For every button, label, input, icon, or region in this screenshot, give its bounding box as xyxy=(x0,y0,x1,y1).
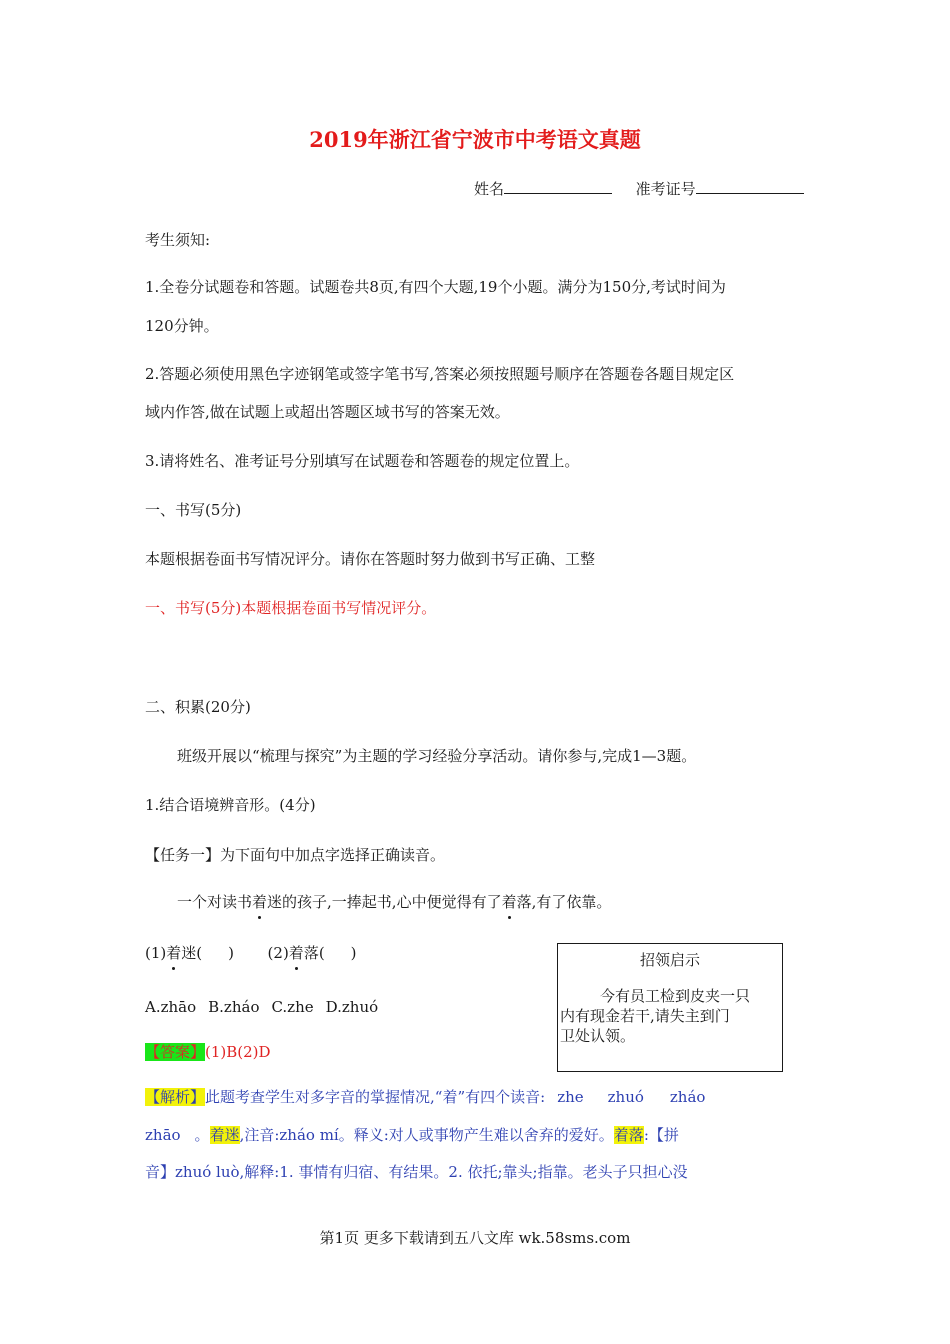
option-a: A.zhāo xyxy=(145,998,197,1016)
example-sentence xyxy=(177,892,611,912)
instruction-2-line-2: 域内作答,做在试题上或超出答题区域书写的答案无效。 xyxy=(145,403,510,421)
sub-q1-text: 迷( xyxy=(181,944,203,962)
dotted-char-1: 着 xyxy=(252,893,268,911)
sub-q2-number: (2) xyxy=(267,944,289,962)
answer-text: (1)B(2)D xyxy=(205,1043,271,1061)
analysis-text-2-end: :【拼 xyxy=(643,1126,679,1144)
answer-tag: 【答案】 xyxy=(145,1043,206,1061)
sentence-part-a: 一个对读书 xyxy=(177,893,253,911)
sentence-part-c: 落,有了依靠。 xyxy=(516,893,612,911)
sentence-part-b: 迷的孩子,一捧起书,心中便觉得有了 xyxy=(267,893,502,911)
instruction-2-line-1: 2.答题必须使用黑色字迹钢笔或签字笔书写,答案必须按照题号顺序在答题卷各题目规定区 xyxy=(145,365,735,383)
pinyin-zhao1: zhāo xyxy=(145,1126,181,1144)
lost-and-found-notice xyxy=(557,943,783,1072)
sub-questions xyxy=(145,943,357,963)
sub-q1-number: (1) xyxy=(145,944,167,962)
notice-line-1: 今有员工检到皮夹一只 xyxy=(600,987,751,1005)
option-d: D.zhuó xyxy=(325,998,379,1016)
analysis-tag: 【解析】 xyxy=(145,1088,206,1106)
question-1: 1.结合语境辨音形。(4分) xyxy=(145,796,316,814)
instructions-heading: 考生须知: xyxy=(145,231,211,249)
instruction-1-line-2: 120分钟。 xyxy=(145,317,219,335)
analysis-text-1: 此题考查学生对多字音的掌握情况,“着”有四个读音: xyxy=(205,1088,546,1106)
notice-title: 招领启示 xyxy=(639,951,700,969)
name-id-line xyxy=(474,178,804,199)
section-2-heading: 二、积累(20分) xyxy=(145,698,251,716)
analysis-line-1 xyxy=(145,1087,705,1107)
pinyin-zhao2: zháo xyxy=(669,1088,706,1106)
analysis-period: 。 xyxy=(194,1126,210,1144)
analysis-text-2: ,注音:zháo mí。释义:对人或事物产生难以舍弃的爱好。 xyxy=(239,1126,614,1144)
sub-q1-dotted-char: 着 xyxy=(166,944,182,962)
analysis-line-2 xyxy=(145,1125,679,1145)
section-1-text: 本题根据卷面书写情况评分。请你在答题时努力做到书写正确、工整 xyxy=(145,550,596,568)
options-line xyxy=(145,997,378,1017)
notice-line-3: 卫处认领。 xyxy=(560,1027,636,1045)
instruction-1-line-1: 1.全卷分试题卷和答题。试题卷共8页,有四个大题,19个小题。满分为150分,考试时间为 xyxy=(145,278,726,296)
name-blank xyxy=(504,178,612,194)
page-footer: 第1页 更多下载请到五八文库 wk.58sms.com xyxy=(319,1229,631,1247)
name-label: 姓名 xyxy=(474,180,505,198)
analysis-line-3: 音】zhuó luò,解释:1. 事情有归宿、有结果。2. 依托;靠头;指靠。老头子只担心没 xyxy=(145,1163,688,1181)
sub-q2-text: 落( xyxy=(303,944,325,962)
instruction-3: 3.请将姓名、准考证号分别填写在试题卷和答题卷的规定位置上。 xyxy=(145,452,580,470)
sub-q2-dotted-char: 着 xyxy=(288,944,304,962)
section-2-intro: 班级开展以“梳理与探究”为主题的学习经验分享活动。请你参与,完成1—3题。 xyxy=(177,747,697,765)
option-b: B.zháo xyxy=(208,998,260,1016)
sub-q2-close: ) xyxy=(350,944,357,962)
answer-line xyxy=(145,1042,271,1062)
pinyin-zhe: zhe xyxy=(557,1088,584,1106)
highlight-zhaomi: 着迷 xyxy=(209,1126,240,1144)
sub-q1-close: ) xyxy=(228,944,234,962)
page-title: 2019年浙江省宁波市中考语文真题 xyxy=(309,127,641,152)
id-label: 准考证号 xyxy=(635,180,696,198)
dotted-char-2: 着 xyxy=(501,893,517,911)
option-c: C.zhe xyxy=(271,998,314,1016)
pinyin-zhuo: zhuó xyxy=(607,1088,644,1106)
id-blank xyxy=(696,178,804,194)
section-1-heading: 一、书写(5分) xyxy=(145,501,242,519)
notice-line-2: 内有现金若干,请失主到门 xyxy=(560,1007,730,1025)
task-1: 【任务一】为下面句中加点字选择正确读音。 xyxy=(145,846,446,864)
highlight-zhuoluo: 着落 xyxy=(613,1126,644,1144)
section-1-answer: 一、书写(5分)本题根据卷面书写情况评分。 xyxy=(145,599,437,617)
